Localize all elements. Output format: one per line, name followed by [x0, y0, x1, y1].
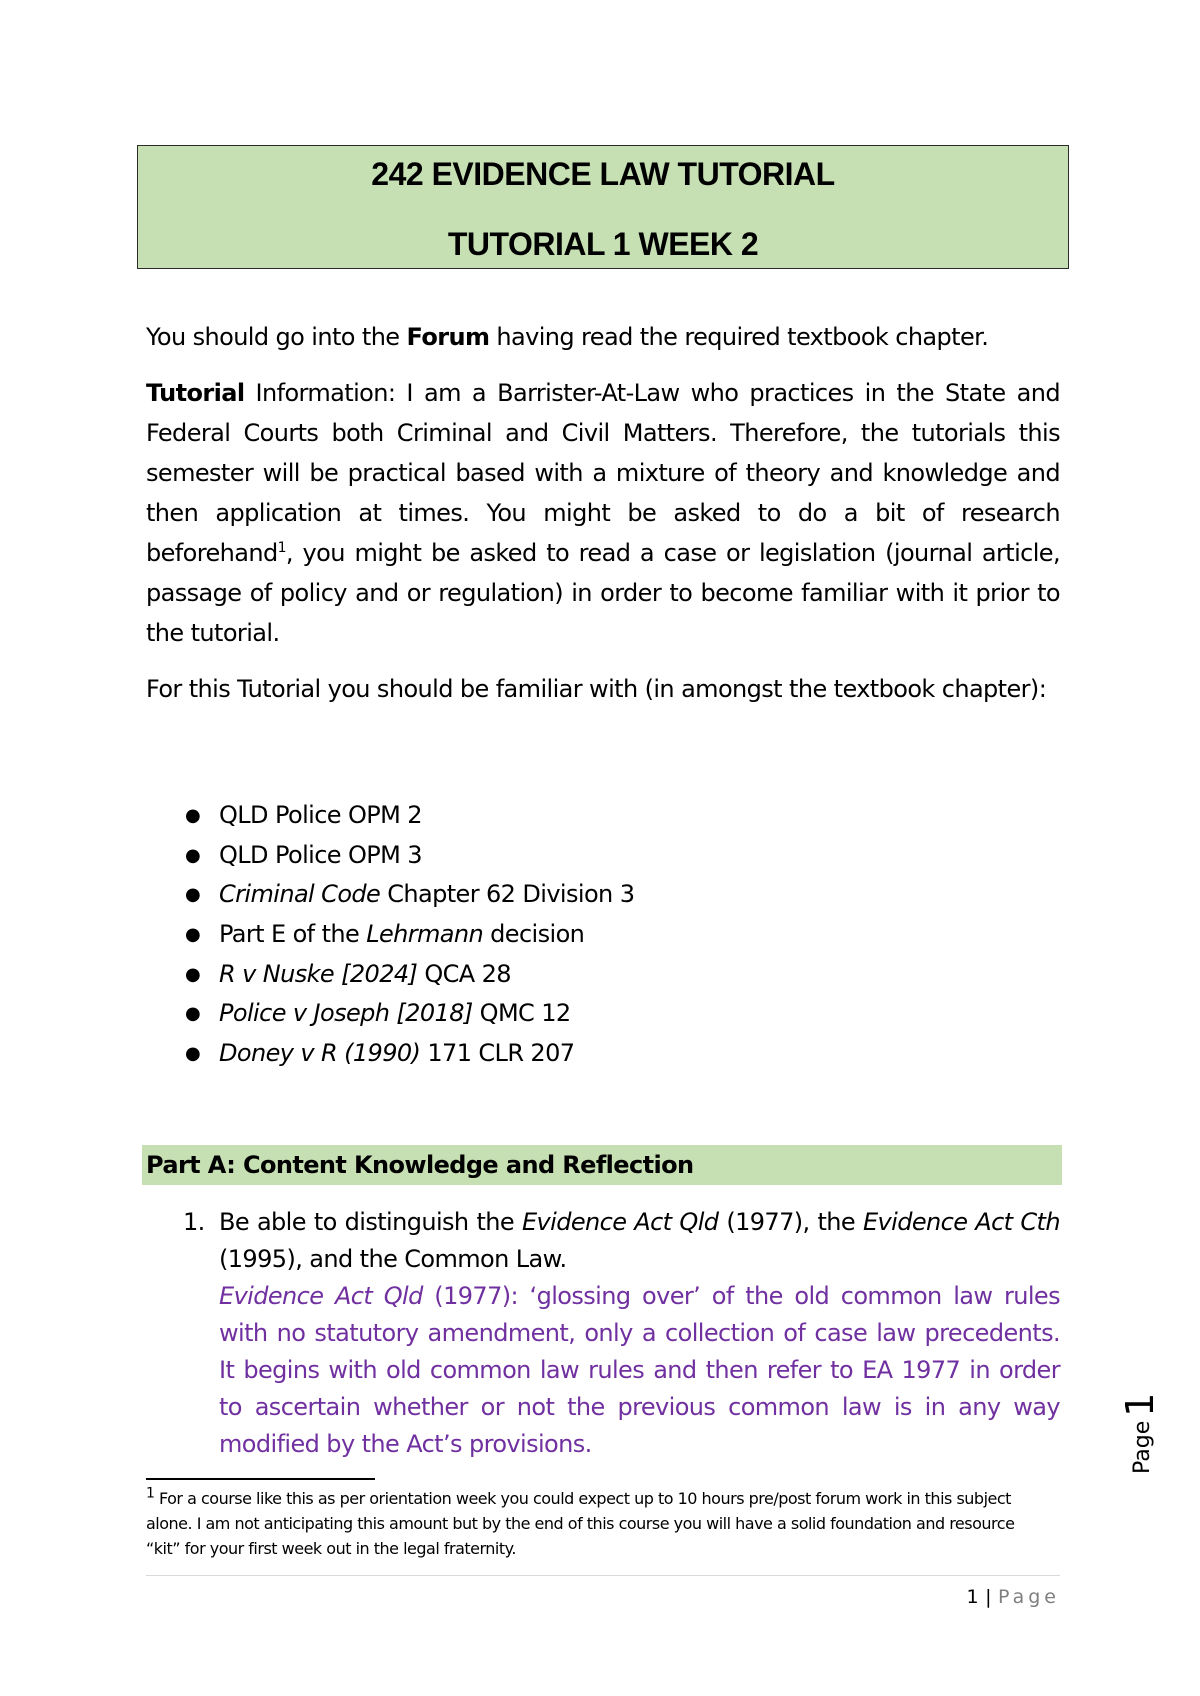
footnote-ref: 1 [277, 540, 286, 556]
list-item: ● Part E of the Lehrmann decision [180, 915, 634, 955]
footnote-divider [146, 1478, 375, 1480]
bullet-icon: ● [185, 805, 201, 826]
question-1 [219, 1204, 1060, 1463]
footer-separator: | [985, 1586, 992, 1608]
bullet-icon: ● [185, 924, 201, 946]
question-number: 1. [183, 1208, 205, 1236]
list-item: ● QLD Police OPM 2 [180, 796, 634, 836]
document-title: 242 EVIDENCE LAW TUTORIAL [371, 156, 835, 192]
question-1-text: Be able to distinguish the Evidence Act Qld (1977), the Evidence Act Cth (1995), and the Common Law. [219, 1208, 1060, 1273]
list-item: ● Police v Joseph [2018] QMC 12 [180, 994, 634, 1034]
part-a-heading: Part A: Content Knowledge and Reflection [142, 1145, 1062, 1185]
title-box [137, 145, 1069, 269]
footer-page-number: 1 [966, 1586, 980, 1608]
bullet-icon: ● [185, 1003, 201, 1025]
tutorial-bold: Tutorial [146, 379, 245, 407]
list-item: ● QLD Police OPM 3 [180, 836, 634, 876]
page-footer [967, 1582, 1061, 1612]
footnote: $^1$ For a course like this as per orientation week you could expect up to 10 hours pre/post forum work in this subject alone. I am not anticipating this amount but by the end of this course you will have a solid foundation and resource “kit” for your first week out in the legal fraternity. [146, 1485, 1015, 1558]
bullet-icon: ● [185, 844, 201, 866]
footer-divider [146, 1575, 1060, 1576]
intro-paragraph-familiar: For this Tutorial you should be familiar with (in amongst the textbook chapter): [146, 675, 1047, 703]
side-page-label [1120, 1393, 1163, 1474]
forum-bold: Forum [406, 323, 490, 351]
intro-paragraph-forum: You should go into the Forum having read the required textbook chapter. [146, 323, 989, 351]
footer-page-word: Page [998, 1586, 1060, 1608]
document-subtitle: TUTORIAL 1 WEEK 2 [447, 226, 759, 262]
list-item: ● Criminal Code Chapter 62 Division 3 [180, 875, 634, 915]
readings-list [180, 796, 634, 1074]
list-item: ● Doney v R (1990) 171 CLR 207 [180, 1034, 634, 1074]
question-1-answer: Evidence Act Qld (1977): ‘glossing over’ of the old common law rules with no statutory amendment, only a collection of case law precedents. It begins with old common law rules and then refer to EA 1977 in order to ascertain whether or not the previous common law is in any way modified by the Act’s provisions. [219, 1282, 1060, 1458]
footnote-marker: 1 [146, 1485, 155, 1502]
bullet-icon: ● [185, 884, 201, 906]
side-page-word: Page [1130, 1420, 1155, 1474]
side-page-number: 1 [1118, 1392, 1162, 1417]
bullet-icon: ● [185, 963, 201, 985]
intro-paragraph-tutorial: Tutorial Information: I am a Barrister-At-Law who practices in the State and Federal Courts both Criminal and Civil Matters. Therefore, the tutorials this semester will be practical based with a mixture of theory and knowledge and then application at times. You might be asked to do a bit of research beforehand$^1$, you might be asked to read a case or legislation (journal article, passage of policy and or regulation) in order to become familiar with it prior to the tutorial. [146, 379, 1060, 647]
bullet-icon: ● [185, 1043, 201, 1065]
list-item: ● R v Nuske [2024] QCA 28 [180, 955, 634, 995]
